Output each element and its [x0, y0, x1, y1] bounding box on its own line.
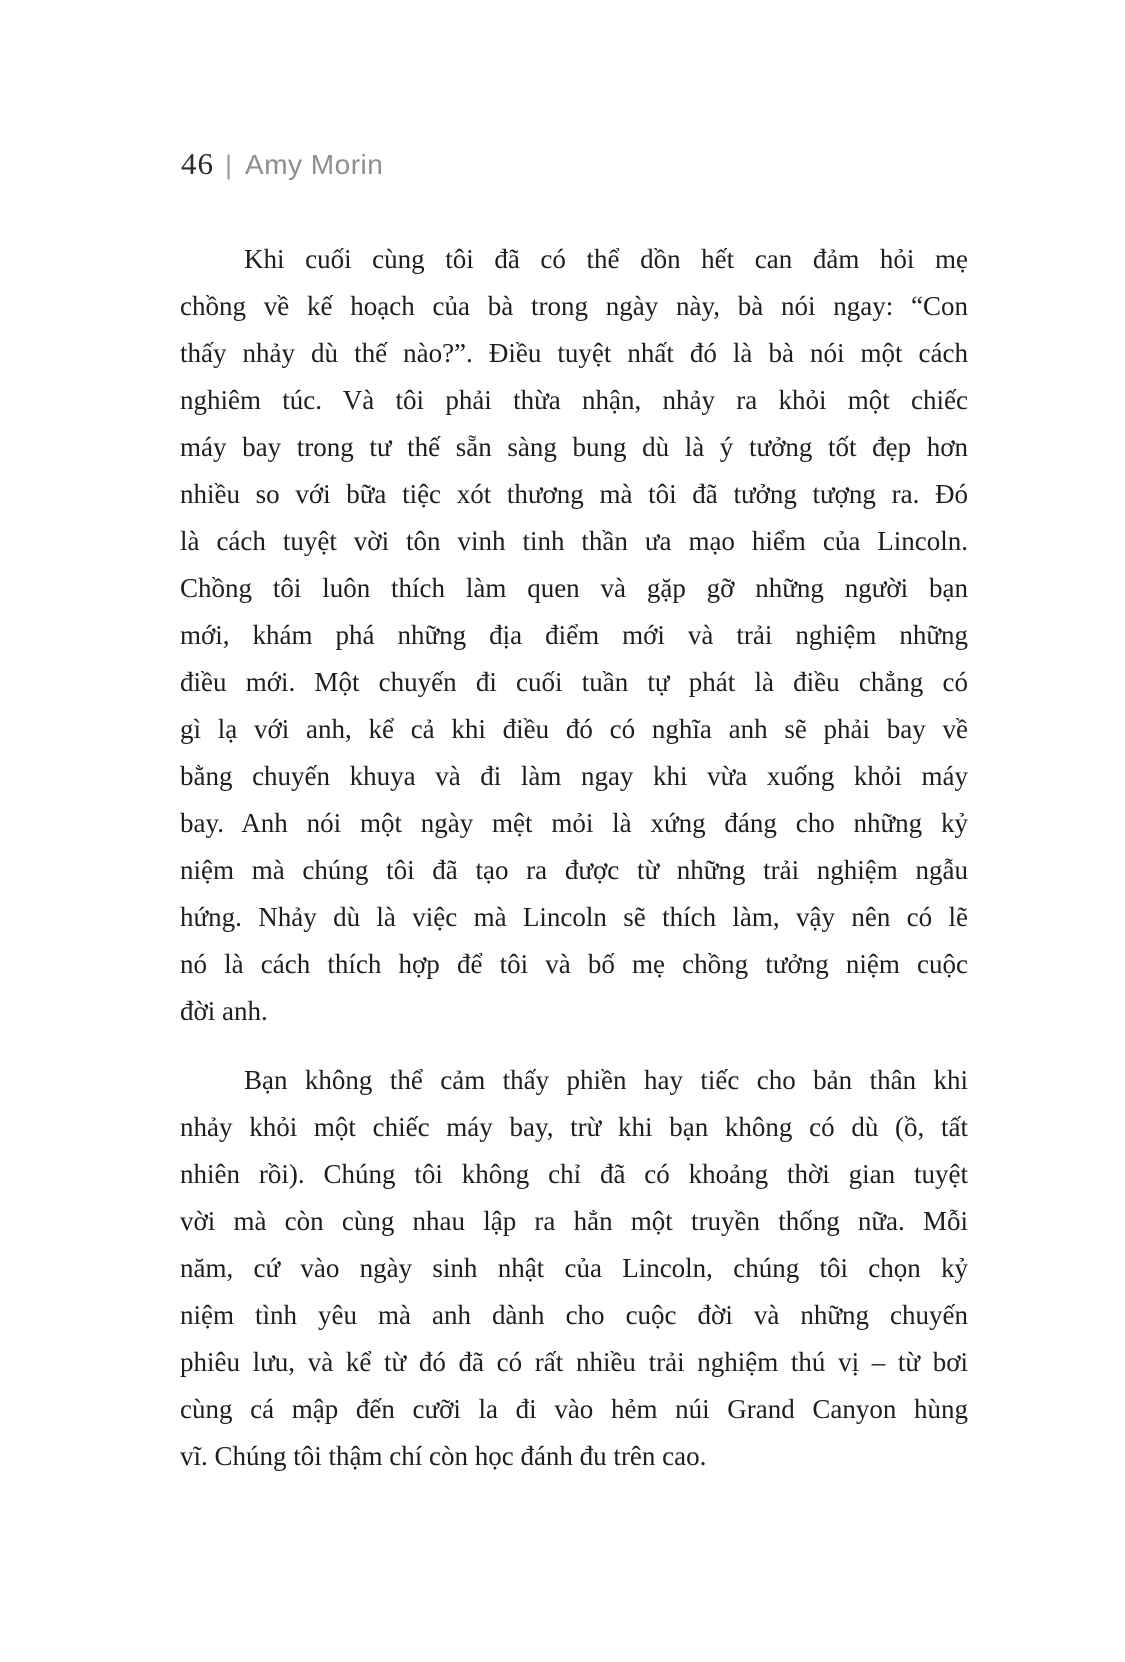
text-line: nhảy khỏi một chiếc máy bay, trừ khi bạn không có dù (ồ, tất — [180, 1112, 968, 1142]
author-name: Amy Morin — [245, 149, 384, 180]
page-header — [181, 146, 383, 182]
text-line: là cách tuyệt vời tôn vinh tinh thần ưa mạo hiểm của Lincoln. — [180, 526, 968, 556]
text-content — [180, 236, 968, 1480]
text-line: mới, khám phá những địa điểm mới và trải nghiệm những — [180, 620, 968, 650]
text-line: đời anh. — [180, 996, 268, 1026]
text-line: nhiều so với bữa tiệc xót thương mà tôi đã tưởng tượng ra. Đó — [180, 479, 968, 509]
text-line: chồng về kế hoạch của bà trong ngày này, bà nói ngay: “Con — [180, 291, 968, 321]
text-line: nghiêm túc. Và tôi phải thừa nhận, nhảy ra khỏi một chiếc — [180, 385, 968, 415]
text-line: vĩ. Chúng tôi thậm chí còn học đánh đu trên cao. — [180, 1441, 707, 1471]
header-separator: | — [225, 150, 233, 180]
text-line: gì lạ với anh, kể cả khi điều đó có nghĩa anh sẽ phải bay về — [180, 714, 968, 744]
text-line: hứng. Nhảy dù là việc mà Lincoln sẽ thích làm, vậy nên có lẽ — [180, 902, 968, 932]
text-line: điều mới. Một chuyến đi cuối tuần tự phát là điều chẳng có — [180, 667, 968, 697]
text-line: bay. Anh nói một ngày mệt mỏi là xứng đáng cho những kỷ — [180, 808, 968, 838]
page-number: 46 — [181, 146, 214, 181]
text-line: niệm mà chúng tôi đã tạo ra được từ những trải nghiệm ngẫu — [180, 855, 968, 885]
text-line: Bạn không thể cảm thấy phiền hay tiếc cho bản thân khi — [244, 1065, 968, 1095]
text-line: nó là cách thích hợp để tôi và bố mẹ chồng tưởng niệm cuộc — [180, 949, 968, 979]
paragraph — [180, 1057, 968, 1480]
text-line: vời mà còn cùng nhau lập ra hẳn một truyền thống nữa. Mỗi — [180, 1206, 968, 1236]
text-line: Chồng tôi luôn thích làm quen và gặp gỡ những người bạn — [180, 573, 968, 603]
text-line: nhiên rồi). Chúng tôi không chỉ đã có khoảng thời gian tuyệt — [180, 1159, 968, 1189]
text-line: bằng chuyến khuya và đi làm ngay khi vừa xuống khỏi máy — [180, 761, 968, 791]
text-line: cùng cá mập đến cưỡi la đi vào hẻm núi Grand Canyon hùng — [180, 1394, 968, 1424]
text-line: năm, cứ vào ngày sinh nhật của Lincoln, chúng tôi chọn kỷ — [180, 1253, 968, 1283]
text-line: thấy nhảy dù thế nào?”. Điều tuyệt nhất đó là bà nói một cách — [180, 338, 968, 368]
text-line: máy bay trong tư thế sẵn sàng bung dù là ý tưởng tốt đẹp hơn — [180, 432, 968, 462]
text-line: phiêu lưu, và kể từ đó đã có rất nhiều trải nghiệm thú vị – từ bơi — [180, 1347, 968, 1377]
paragraph — [180, 236, 968, 1035]
text-line: niệm tình yêu mà anh dành cho cuộc đời và những chuyến — [180, 1300, 968, 1330]
text-line: Khi cuối cùng tôi đã có thể dồn hết can đảm hỏi mẹ — [244, 244, 968, 274]
